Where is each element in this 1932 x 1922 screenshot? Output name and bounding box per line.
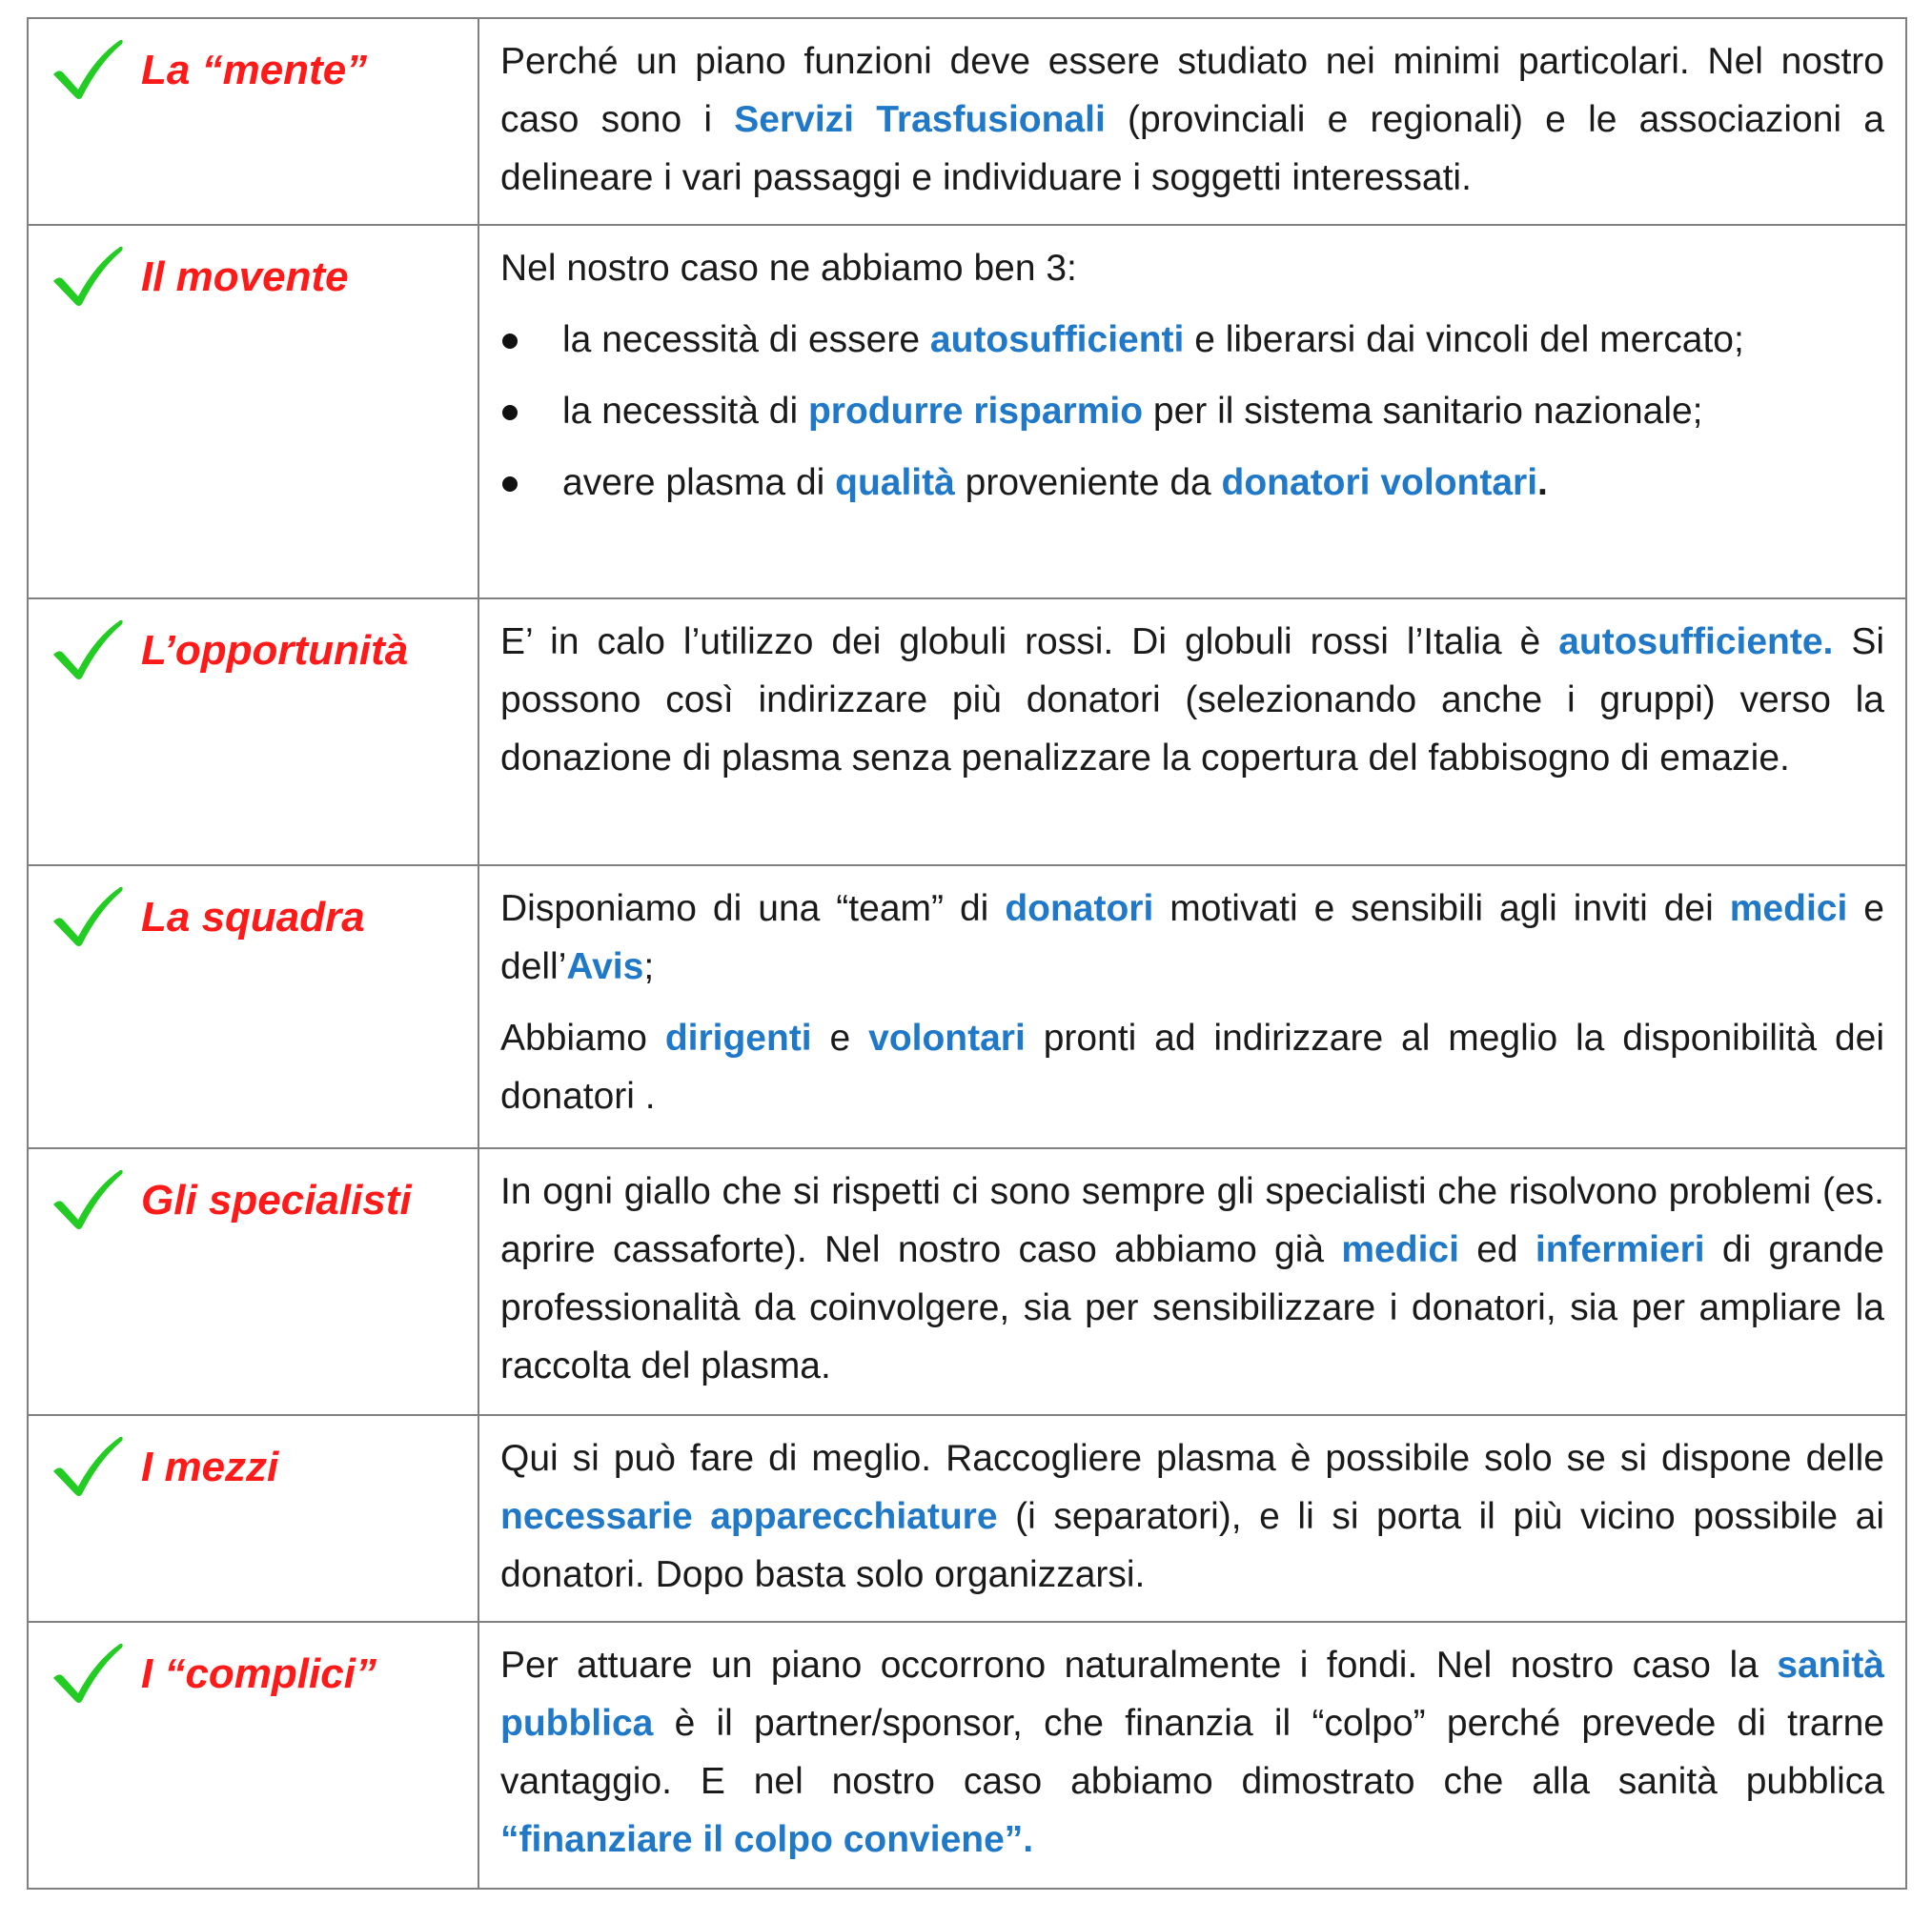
highlighted-term: sanità pubblica (500, 1645, 1884, 1744)
table-row (28, 865, 1906, 1148)
paragraph (500, 1636, 1884, 1869)
text-run: motivati e sensibili agli inviti dei (1153, 888, 1730, 929)
paragraph (500, 880, 1884, 996)
row-label-cell (28, 598, 478, 865)
bold-text: . (1537, 462, 1548, 503)
highlighted-term: medici (1729, 888, 1848, 929)
table-row (28, 225, 1906, 598)
paragraph (500, 1009, 1884, 1125)
row-description-cell (478, 598, 1906, 865)
text-run: è il partner/sponsor, che finanzia il “colpo” perché prevede di trarne vantaggio. E nel nostro caso abbiamo dimostrato che alla sanità pubblica (500, 1703, 1884, 1802)
highlighted-term: Avis (566, 946, 644, 987)
list-item (500, 382, 1884, 440)
highlighted-term: necessarie apparecchiature (500, 1496, 998, 1537)
text-run: di grande professionalità da coinvolgere, sia per sensibilizzare i donatori, sia per ampliare la raccolta del plasma. (500, 1229, 1884, 1386)
checkmark-icon (50, 36, 126, 103)
text-run: Abbiamo (500, 1018, 665, 1059)
text-run: (provinciali e regionali) e le associazioni a delineare i vari passaggi e individuare i soggetti interessati. (500, 99, 1884, 198)
row-label: I mezzi (141, 1444, 279, 1490)
paragraph (500, 32, 1884, 207)
table-row (28, 1415, 1906, 1622)
plan-table (27, 17, 1907, 1890)
highlighted-term: Servizi Trasfusionali (734, 99, 1106, 140)
text-run: pronti ad indirizzare al meglio la disponibilità dei donatori . (500, 1018, 1884, 1117)
paragraph (500, 239, 1884, 297)
highlighted-term: medici (1341, 1229, 1459, 1270)
row-label: La squadra (141, 894, 365, 941)
checkmark-icon (50, 617, 126, 683)
text-run: proveniente da (954, 462, 1222, 503)
text-run: la necessità di (562, 391, 808, 432)
text-run: e liberarsi dai vincoli del mercato; (1184, 319, 1744, 360)
highlighted-term: dirigenti (664, 1018, 812, 1059)
text-run: Si possono così indirizzare più donatori (selezionando anche i gruppi) verso la donazione di plasma senza penalizzare la copertura del fabbisogno di emazie. (500, 621, 1885, 779)
text-run: la necessità di essere (562, 319, 930, 360)
checkmark-icon (50, 1166, 126, 1233)
row-label-cell (28, 18, 478, 225)
checkmark-icon (50, 1640, 126, 1707)
bullet-dot-icon (502, 476, 518, 492)
text-run: Qui si può fare di meglio. Raccogliere plasma è possibile solo se si dispone delle (500, 1438, 1884, 1479)
row-label: Il movente (141, 253, 349, 300)
bullet-list (500, 311, 1884, 512)
row-description-cell (478, 18, 1906, 225)
row-description-cell (478, 1622, 1906, 1889)
row-label-cell (28, 1622, 478, 1889)
row-label-cell (28, 865, 478, 1148)
highlighted-term: autosufficienti (929, 319, 1185, 360)
text-run: ed (1458, 1229, 1535, 1270)
plan-table-body (28, 18, 1906, 1889)
bullet-dot-icon (502, 405, 518, 420)
table-row (28, 1622, 1906, 1889)
checkmark-icon (50, 243, 126, 310)
text-run: Disponiamo di una “team” di (500, 888, 1006, 929)
highlighted-term: donatori volontari (1221, 462, 1538, 503)
highlighted-term: autosufficiente. (1558, 621, 1834, 662)
text-run: e dell’ (500, 888, 1884, 987)
bullet-dot-icon (502, 334, 518, 349)
highlighted-term: produrre risparmio (807, 391, 1144, 432)
text-run: E’ in calo l’utilizzo dei globuli rossi. Di globuli rossi l’Italia è (500, 621, 1559, 662)
row-description-cell (478, 865, 1906, 1148)
text-run: Perché un piano funzioni deve essere studiato nei minimi particolari. Nel nostro caso sono i (500, 41, 1884, 140)
paragraph (500, 1429, 1884, 1604)
row-label-cell (28, 1148, 478, 1415)
highlighted-term: donatori (1005, 888, 1154, 929)
row-label: Gli specialisti (141, 1177, 412, 1224)
row-description-cell (478, 225, 1906, 598)
table-row (28, 1148, 1906, 1415)
table-row (28, 598, 1906, 865)
row-label: La “mente” (141, 47, 368, 93)
highlighted-term: “finanziare il colpo conviene”. (500, 1819, 1034, 1860)
row-label: L’opportunità (141, 627, 409, 674)
text-run: avere plasma di (562, 462, 836, 503)
row-description-cell (478, 1415, 1906, 1622)
list-item (500, 311, 1884, 369)
table-row (28, 18, 1906, 225)
text-run: Per attuare un piano occorrono naturalmente i fondi. Nel nostro caso la (500, 1645, 1778, 1686)
row-description-cell (478, 1148, 1906, 1415)
text-run: In ogni giallo che si rispetti ci sono sempre gli specialisti che risolvono problemi (es. aprire cassaforte). Nel nostro caso abbiamo già (500, 1171, 1884, 1270)
list-item (500, 454, 1884, 512)
text-run: e (811, 1018, 869, 1059)
text-run: ; (643, 946, 655, 987)
text-run: per il sistema sanitario nazionale; (1143, 391, 1703, 432)
text-run: (i separatori), e li si porta il più vicino possibile ai donatori. Dopo basta solo organizzarsi. (500, 1496, 1884, 1595)
highlighted-term: infermieri (1535, 1229, 1705, 1270)
row-label-cell (28, 1415, 478, 1622)
text-run: Nel nostro caso ne abbiamo ben 3: (500, 248, 1077, 289)
highlighted-term: volontari (868, 1018, 1026, 1059)
row-label-cell (28, 225, 478, 598)
checkmark-icon (50, 883, 126, 950)
highlighted-term: qualità (835, 462, 955, 503)
paragraph (500, 1163, 1884, 1395)
paragraph (500, 613, 1884, 787)
row-label: I “complici” (141, 1650, 376, 1697)
checkmark-icon (50, 1433, 126, 1500)
